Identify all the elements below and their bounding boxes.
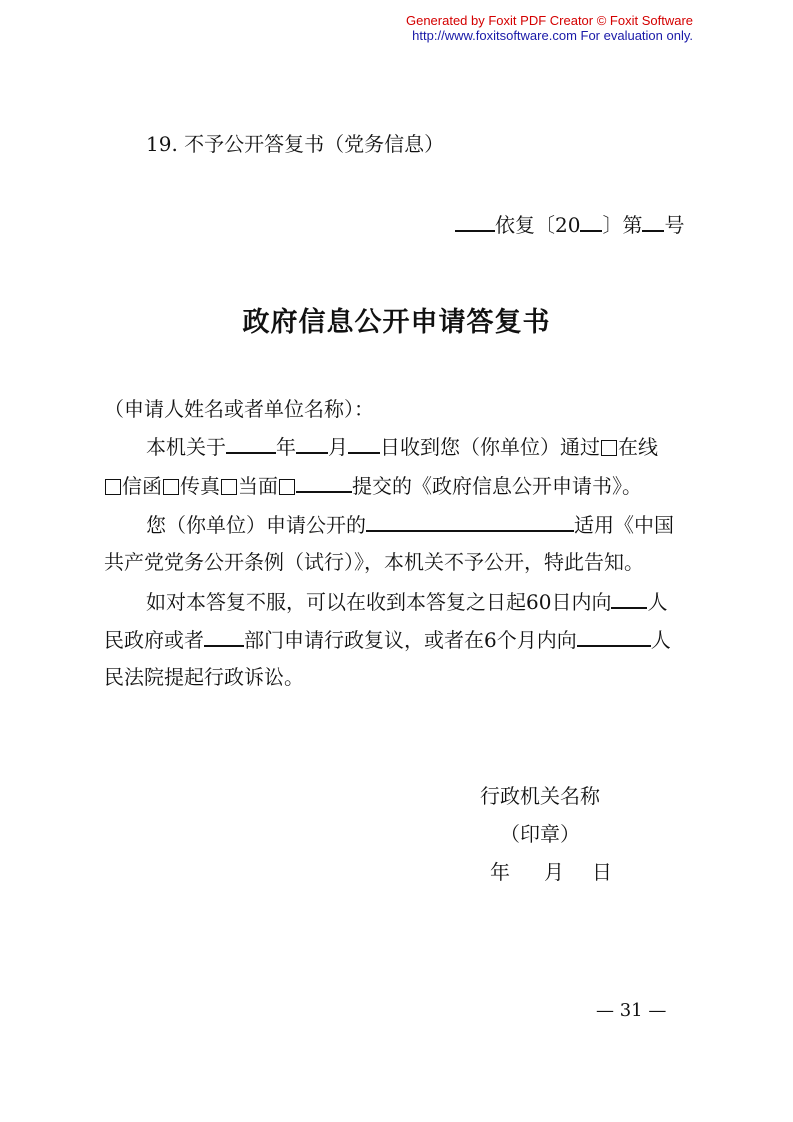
other-method-blank — [296, 471, 352, 493]
day-blank — [348, 432, 380, 454]
ref-blank-3 — [642, 210, 664, 232]
checkbox-letter — [105, 479, 121, 495]
year-blank — [226, 432, 276, 454]
p1-text-c: 月 — [328, 435, 348, 459]
signature-date — [490, 856, 612, 885]
checkbox-online — [601, 440, 617, 456]
ref-text-3: 号 — [664, 213, 685, 237]
document-heading: 19. 不予公开答复书（党务信息） — [146, 132, 445, 156]
ref-text-2: 〕第 — [602, 213, 643, 237]
p2-text-b: 适用《中国 — [574, 513, 674, 537]
checkbox-fax — [163, 479, 179, 495]
page-number: — 31 — — [596, 1000, 667, 1021]
date-year: 年 — [490, 860, 510, 884]
ref-blank-2 — [580, 210, 602, 232]
month-blank — [296, 432, 328, 454]
salutation: （申请人姓名或者单位名称）： — [104, 397, 374, 421]
p1-text-b: 年 — [276, 435, 296, 459]
signature-seal: （印章） — [500, 822, 580, 846]
paragraph-3-line-3: 民法院提起行政诉讼。 — [104, 665, 304, 689]
paragraph-2-line-1 — [146, 510, 674, 539]
checkbox-other — [279, 479, 295, 495]
requested-info-blank — [366, 510, 574, 532]
p1-text-e: 在线 — [618, 435, 658, 459]
checkbox-in-person — [221, 479, 237, 495]
p1-text-i: 提交的《政府信息公开申请书》。 — [352, 474, 642, 498]
department-blank — [204, 625, 244, 647]
paragraph-2-line-2: 共产党党务公开条例（试行）》，本机关不予公开，特此告知。 — [104, 550, 644, 574]
signature-org: 行政机关名称 — [480, 784, 600, 808]
date-day: 日 — [592, 860, 612, 884]
p3-text-b: 人 — [647, 590, 668, 614]
p3-text-a: 如对本答复不服，可以在收到本答复之日起60日内向 — [146, 590, 612, 614]
p1-text-a: 本机关于 — [146, 435, 226, 459]
paragraph-1-line-2 — [104, 471, 642, 500]
p3-text-e: 人 — [650, 628, 671, 652]
p2-text-a: 您（你单位）申请公开的 — [146, 513, 366, 537]
date-month: 月 — [544, 860, 564, 884]
ref-blank-1 — [455, 210, 495, 232]
p3-text-d: 部门申请行政复议，或者在6个月内向 — [244, 628, 577, 652]
p1-text-h: 当面 — [238, 474, 278, 498]
ref-text-1: 依复〔20 — [495, 213, 581, 237]
watermark-line-2: http://www.foxitsoftware.com For evaluation only. — [412, 28, 693, 43]
p1-text-f: 信函 — [122, 474, 162, 498]
reference-number — [455, 210, 684, 239]
p1-text-d: 日收到您（你单位）通过 — [380, 435, 600, 459]
government-blank — [611, 587, 647, 609]
paragraph-3-line-2 — [104, 625, 671, 654]
paragraph-3-line-1 — [146, 587, 667, 616]
paragraph-1-line-1 — [146, 432, 658, 461]
watermark-line-1: Generated by Foxit PDF Creator © Foxit Software — [405, 13, 693, 28]
p3-text-c: 民政府或者 — [104, 628, 204, 652]
page-title: 政府信息公开申请答复书 — [242, 307, 551, 338]
p1-text-g: 传真 — [180, 474, 220, 498]
court-blank — [577, 625, 651, 647]
